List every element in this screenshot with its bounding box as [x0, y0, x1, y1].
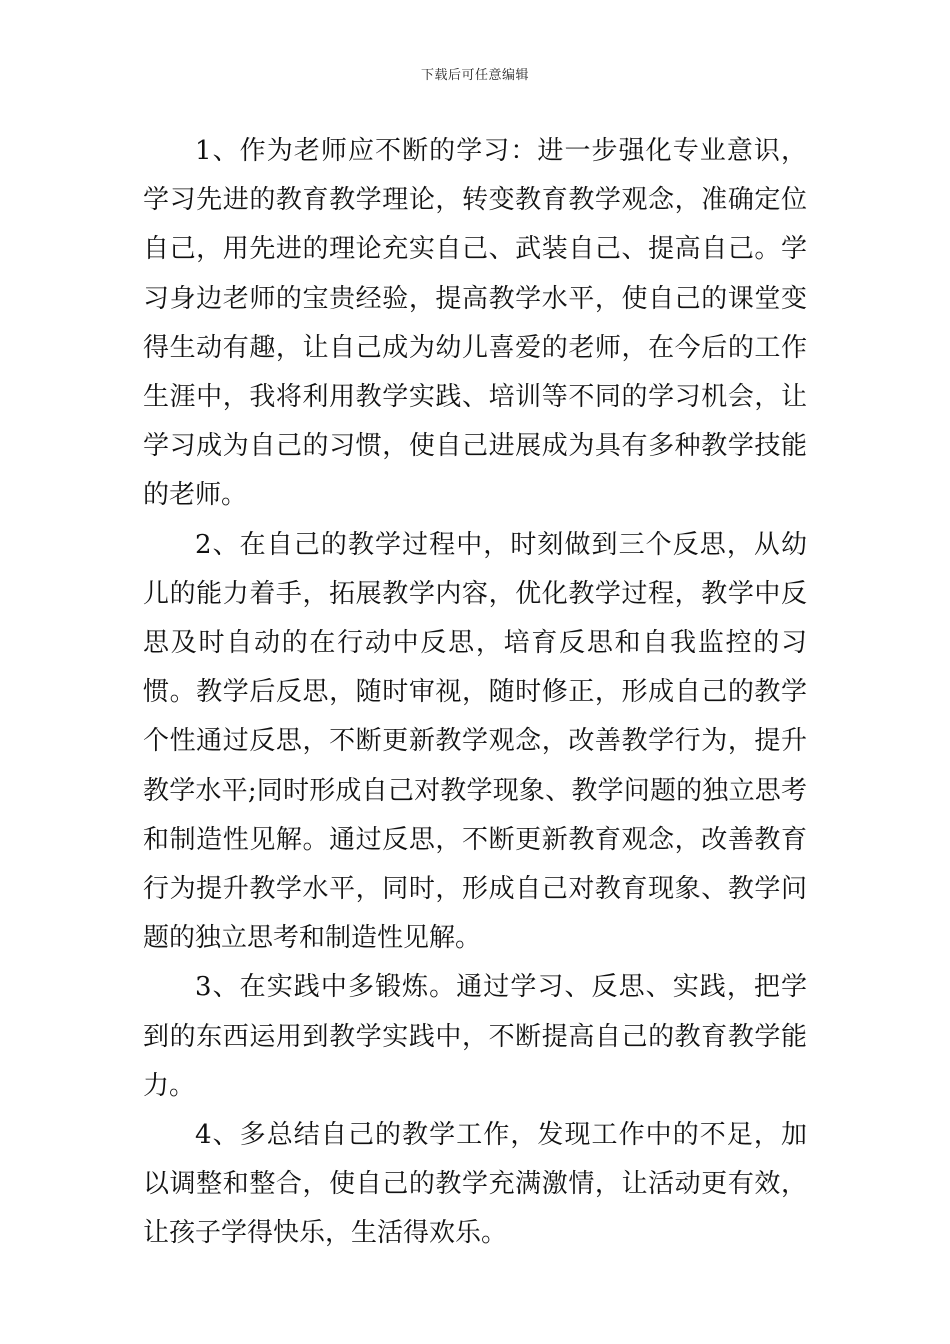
paragraph-4: 4、多总结自己的教学工作，发现工作中的不足，加以调整和整合，使自己的教学充满激情，让活动更有效，让孩子学得快乐，生活得欢乐。	[143, 1120, 807, 1249]
paragraph-3: 3、在实践中多锻炼。通过学习、反思、实践，把学到的东西运用到教学实践中，不断提高自己的教育教学能力。	[143, 972, 807, 1101]
page-header: 下载后可任意编辑	[420, 68, 529, 83]
paragraph-2: 2、在自己的教学过程中，时刻做到三个反思，从幼儿的能力着手，拓展教学内容，优化教学过程，教学中反思及时自动的在行动中反思，培育反思和自我监控的习惯。教学后反思，随时审视，随时修正，形成自己的教学个性通过反思，不断更新教学观念，改善教学行为，提升教学水平;同时形成自己对教学现象、教学问题的独立思考和制造性见解。通过反思，不断更新教育观念，改善教育行为提升教学水平，同时，形成自己对教育现象、教学问题的独立思考和制造性见解。	[143, 529, 807, 954]
document-body	[143, 127, 807, 1259]
paragraph-1: 1、作为老师应不断的学习：进一步强化专业意识，学习先进的教育教学理论，转变教育教学观念，准确定位自己，用先进的理论充实自己、武装自己、提高自己。学习身边老师的宝贵经验，提高教学水平，使自己的课堂变得生动有趣，让自己成为幼儿喜爱的老师，在今后的工作生涯中，我将利用教学实践、培训等不同的学习机会，让学习成为自己的习惯，使自己进展成为具有多种教学技能的老师。	[143, 136, 807, 511]
